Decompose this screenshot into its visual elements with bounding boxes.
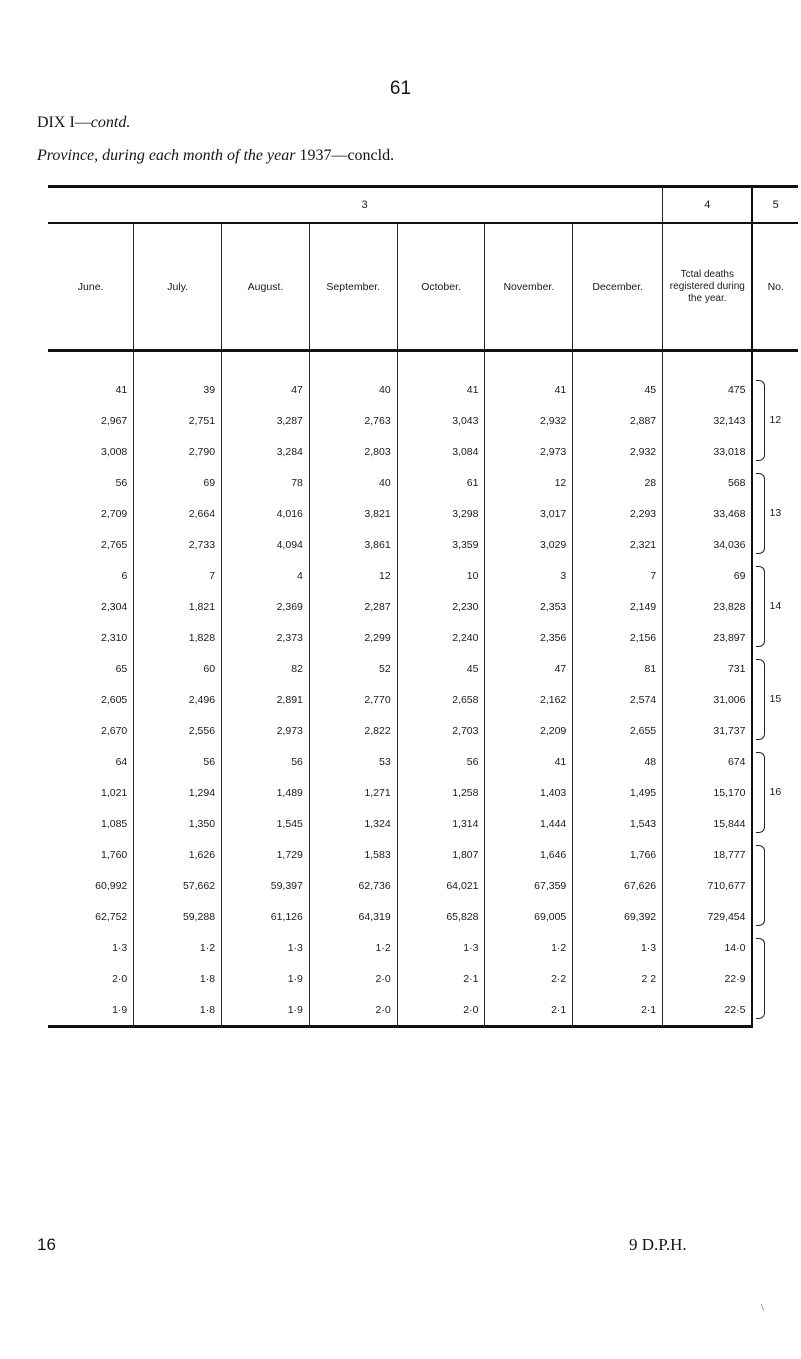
table-cell: 1,821 bbox=[134, 591, 222, 622]
table-cell: 2,709 bbox=[48, 498, 134, 529]
table-cell: 41 bbox=[48, 374, 134, 405]
table-cell: 475 bbox=[663, 374, 753, 405]
table-cell: 45 bbox=[573, 374, 663, 405]
table-cell: 81 bbox=[573, 653, 663, 684]
table-cell: 78 bbox=[222, 467, 310, 498]
table-cell: 2,156 bbox=[573, 622, 663, 653]
table-cell: 2,751 bbox=[134, 405, 222, 436]
table-cell: 3,284 bbox=[222, 436, 310, 467]
header-december: December. bbox=[573, 223, 663, 351]
table-cell: 731 bbox=[663, 653, 753, 684]
table-cell: 2,763 bbox=[309, 405, 397, 436]
table-cell: 710,677 bbox=[663, 870, 753, 901]
table-cell: 2,496 bbox=[134, 684, 222, 715]
table-cell: 4 bbox=[222, 560, 310, 591]
table-cell: 48 bbox=[573, 746, 663, 777]
table-cell: 64,021 bbox=[397, 870, 485, 901]
spacer-cell bbox=[663, 351, 753, 375]
table-cell: 2,299 bbox=[309, 622, 397, 653]
table-cell: 10 bbox=[397, 560, 485, 591]
spacer-cell bbox=[397, 351, 485, 375]
header-july: July. bbox=[134, 223, 222, 351]
table-cell: 14·0 bbox=[663, 932, 753, 963]
spacer-cell bbox=[309, 351, 397, 375]
table-caption bbox=[37, 147, 394, 165]
table-cell: 59,397 bbox=[222, 870, 310, 901]
table-row bbox=[48, 560, 798, 591]
table-cell: 1·3 bbox=[573, 932, 663, 963]
stray-mark: \ bbox=[761, 1302, 765, 1314]
table-cell: 2,209 bbox=[485, 715, 573, 746]
table-cell: 40 bbox=[309, 467, 397, 498]
table-cell: 1,403 bbox=[485, 777, 573, 808]
row-group-number: 16 bbox=[769, 786, 782, 798]
spacer-cell bbox=[48, 351, 134, 375]
row-group-cell bbox=[752, 653, 798, 746]
table-cell: 1,495 bbox=[573, 777, 663, 808]
table-cell: 2,605 bbox=[48, 684, 134, 715]
table-cell: 2,973 bbox=[222, 715, 310, 746]
column-group-5: 5 bbox=[752, 187, 798, 224]
appendix-suffix: contd. bbox=[90, 114, 131, 131]
table-cell: 2·1 bbox=[573, 994, 663, 1027]
table-row bbox=[48, 591, 798, 622]
table-cell: 2,373 bbox=[222, 622, 310, 653]
table-cell: 1,760 bbox=[48, 839, 134, 870]
row-group-number: 14 bbox=[769, 600, 782, 612]
table-cell: 2,369 bbox=[222, 591, 310, 622]
row-group-number: 13 bbox=[769, 507, 782, 519]
table-row bbox=[48, 746, 798, 777]
table-cell: 41 bbox=[485, 374, 573, 405]
brace-mark bbox=[756, 380, 765, 461]
table-cell: 62,752 bbox=[48, 901, 134, 932]
table-cell: 18,777 bbox=[663, 839, 753, 870]
table-cell: 62,736 bbox=[309, 870, 397, 901]
table-cell: 2,321 bbox=[573, 529, 663, 560]
table-cell: 1,350 bbox=[134, 808, 222, 839]
table-cell: 7 bbox=[134, 560, 222, 591]
header-total-deaths: Tctal deaths registered during the year. bbox=[663, 223, 753, 351]
table-cell: 56 bbox=[222, 746, 310, 777]
table-cell: 6 bbox=[48, 560, 134, 591]
table-cell: 22·5 bbox=[663, 994, 753, 1027]
brace-mark bbox=[756, 938, 765, 1019]
table-cell: 60,992 bbox=[48, 870, 134, 901]
table-cell: 3,821 bbox=[309, 498, 397, 529]
table-cell: 1·9 bbox=[222, 963, 310, 994]
table-cell: 1,828 bbox=[134, 622, 222, 653]
table-cell: 3,861 bbox=[309, 529, 397, 560]
table-cell: 65 bbox=[48, 653, 134, 684]
table-cell: 39 bbox=[134, 374, 222, 405]
table-body bbox=[48, 351, 798, 1027]
table-cell: 3,298 bbox=[397, 498, 485, 529]
table-cell: 2,967 bbox=[48, 405, 134, 436]
appendix-prefix: DIX I— bbox=[37, 114, 91, 131]
table-cell: 1,626 bbox=[134, 839, 222, 870]
table-cell: 2,790 bbox=[134, 436, 222, 467]
table-cell: 61 bbox=[397, 467, 485, 498]
table-cell: 56 bbox=[397, 746, 485, 777]
table-cell: 69,005 bbox=[485, 901, 573, 932]
table-cell: 2,703 bbox=[397, 715, 485, 746]
table-row bbox=[48, 994, 798, 1027]
row-group-cell bbox=[752, 374, 798, 467]
brace-mark bbox=[756, 845, 765, 926]
table-cell: 47 bbox=[222, 374, 310, 405]
table-cell: 69,392 bbox=[573, 901, 663, 932]
row-group-cell bbox=[752, 560, 798, 653]
table-cell: 82 bbox=[222, 653, 310, 684]
table-cell: 1,583 bbox=[309, 839, 397, 870]
brace-mark bbox=[756, 659, 765, 740]
table-cell: 12 bbox=[485, 467, 573, 498]
table-cell: 61,126 bbox=[222, 901, 310, 932]
table-cell: 1·2 bbox=[309, 932, 397, 963]
table-cell: 3,008 bbox=[48, 436, 134, 467]
spacer-cell bbox=[573, 351, 663, 375]
header-june: June. bbox=[48, 223, 134, 351]
table-row bbox=[48, 870, 798, 901]
table-cell: 1,545 bbox=[222, 808, 310, 839]
table-cell: 2,973 bbox=[485, 436, 573, 467]
table-cell: 31,006 bbox=[663, 684, 753, 715]
table-cell: 2,765 bbox=[48, 529, 134, 560]
table-cell: 40 bbox=[309, 374, 397, 405]
table-cell: 1,444 bbox=[485, 808, 573, 839]
footer-right: 9 D.P.H. bbox=[629, 1235, 687, 1254]
table-cell: 3,359 bbox=[397, 529, 485, 560]
table-cell: 64,319 bbox=[309, 901, 397, 932]
table-cell: 2·0 bbox=[309, 963, 397, 994]
spacer-cell bbox=[222, 351, 310, 375]
row-group-cell bbox=[752, 467, 798, 560]
spacer-cell bbox=[134, 351, 222, 375]
spacer-cell bbox=[752, 351, 798, 375]
table-cell: 2,230 bbox=[397, 591, 485, 622]
table-cell: 1,807 bbox=[397, 839, 485, 870]
table-cell: 2,304 bbox=[48, 591, 134, 622]
table-cell: 60 bbox=[134, 653, 222, 684]
row-group-number: 15 bbox=[769, 693, 782, 705]
column-group-3: 3 bbox=[48, 187, 663, 224]
page-number: 61 bbox=[389, 78, 412, 99]
table-cell: 1,489 bbox=[222, 777, 310, 808]
table-cell: 1,324 bbox=[309, 808, 397, 839]
footer-left: 16 bbox=[37, 1235, 56, 1254]
table-cell: 3,043 bbox=[397, 405, 485, 436]
table-row bbox=[48, 932, 798, 963]
table-row bbox=[48, 963, 798, 994]
table-cell: 2·1 bbox=[485, 994, 573, 1027]
brace-mark bbox=[756, 566, 765, 647]
table-cell: 2,658 bbox=[397, 684, 485, 715]
table-cell: 2,887 bbox=[573, 405, 663, 436]
table-cell: 2,670 bbox=[48, 715, 134, 746]
spacer-row bbox=[48, 351, 798, 375]
table-cell: 3 bbox=[485, 560, 573, 591]
table-cell: 2,310 bbox=[48, 622, 134, 653]
table-cell: 2,574 bbox=[573, 684, 663, 715]
table-cell: 1,729 bbox=[222, 839, 310, 870]
table-cell: 67,359 bbox=[485, 870, 573, 901]
table-cell: 1·2 bbox=[134, 932, 222, 963]
table-cell: 7 bbox=[573, 560, 663, 591]
brace-mark bbox=[756, 752, 765, 833]
table-cell: 2,149 bbox=[573, 591, 663, 622]
table-cell: 568 bbox=[663, 467, 753, 498]
table-cell: 45 bbox=[397, 653, 485, 684]
column-group-row bbox=[48, 187, 798, 224]
table-row bbox=[48, 777, 798, 808]
table-cell: 2,932 bbox=[573, 436, 663, 467]
caption-year: 1937—concld. bbox=[295, 147, 395, 164]
table-cell: 3,287 bbox=[222, 405, 310, 436]
table-cell: 2,803 bbox=[309, 436, 397, 467]
table-cell: 2·1 bbox=[397, 963, 485, 994]
monthly-deaths-table bbox=[48, 185, 798, 1028]
table-row bbox=[48, 653, 798, 684]
table-cell: 2,891 bbox=[222, 684, 310, 715]
table-cell: 2,293 bbox=[573, 498, 663, 529]
table-cell: 34,036 bbox=[663, 529, 753, 560]
table-cell: 1,314 bbox=[397, 808, 485, 839]
table-row bbox=[48, 839, 798, 870]
table-cell: 56 bbox=[48, 467, 134, 498]
table-cell: 15,844 bbox=[663, 808, 753, 839]
table-cell: 2,822 bbox=[309, 715, 397, 746]
table-cell: 41 bbox=[485, 746, 573, 777]
table-row bbox=[48, 529, 798, 560]
table-cell: 1,085 bbox=[48, 808, 134, 839]
table-cell: 729,454 bbox=[663, 901, 753, 932]
table-cell: 69 bbox=[663, 560, 753, 591]
table-cell: 2·0 bbox=[48, 963, 134, 994]
table-cell: 64 bbox=[48, 746, 134, 777]
table-cell: 1,271 bbox=[309, 777, 397, 808]
table-cell: 674 bbox=[663, 746, 753, 777]
table-cell: 22·9 bbox=[663, 963, 753, 994]
table-cell: 2,733 bbox=[134, 529, 222, 560]
table-cell: 52 bbox=[309, 653, 397, 684]
table-cell: 1·8 bbox=[134, 994, 222, 1027]
table-cell: 1·3 bbox=[397, 932, 485, 963]
table-cell: 2·2 bbox=[485, 963, 573, 994]
table-cell: 3,084 bbox=[397, 436, 485, 467]
table-cell: 56 bbox=[134, 746, 222, 777]
table-cell: 32,143 bbox=[663, 405, 753, 436]
table-cell: 2·0 bbox=[397, 994, 485, 1027]
table-cell: 1·8 bbox=[134, 963, 222, 994]
column-group-4: 4 bbox=[663, 187, 753, 224]
row-group-cell bbox=[752, 746, 798, 839]
table-cell: 31,737 bbox=[663, 715, 753, 746]
table-row bbox=[48, 405, 798, 436]
table-row bbox=[48, 808, 798, 839]
table-cell: 1,646 bbox=[485, 839, 573, 870]
table-cell: 2,932 bbox=[485, 405, 573, 436]
table-cell: 2,240 bbox=[397, 622, 485, 653]
table-cell: 4,016 bbox=[222, 498, 310, 529]
table-cell: 3,029 bbox=[485, 529, 573, 560]
header-no: No. bbox=[752, 223, 798, 351]
table-cell: 23,897 bbox=[663, 622, 753, 653]
table-cell: 4,094 bbox=[222, 529, 310, 560]
table-cell: 12 bbox=[309, 560, 397, 591]
header-august: August. bbox=[222, 223, 310, 351]
table-cell: 2,356 bbox=[485, 622, 573, 653]
table-cell: 3,017 bbox=[485, 498, 573, 529]
table-cell: 15,170 bbox=[663, 777, 753, 808]
table-cell: 1,766 bbox=[573, 839, 663, 870]
table-row bbox=[48, 374, 798, 405]
caption-italic: Province, during each month of the year bbox=[37, 147, 296, 164]
table-cell: 1·3 bbox=[48, 932, 134, 963]
table-cell: 2,162 bbox=[485, 684, 573, 715]
table-cell: 41 bbox=[397, 374, 485, 405]
table-row bbox=[48, 715, 798, 746]
table-cell: 1·9 bbox=[222, 994, 310, 1027]
row-group-cell bbox=[752, 839, 798, 932]
table-cell: 1·3 bbox=[222, 932, 310, 963]
spacer-cell bbox=[485, 351, 573, 375]
table-cell: 2,287 bbox=[309, 591, 397, 622]
header-row bbox=[48, 223, 798, 351]
table-cell: 53 bbox=[309, 746, 397, 777]
table-row bbox=[48, 467, 798, 498]
header-november: November. bbox=[485, 223, 573, 351]
table-cell: 2,770 bbox=[309, 684, 397, 715]
table-cell: 1,294 bbox=[134, 777, 222, 808]
header-september: September. bbox=[309, 223, 397, 351]
table-cell: 57,662 bbox=[134, 870, 222, 901]
table-row bbox=[48, 436, 798, 467]
table-cell: 1,258 bbox=[397, 777, 485, 808]
table-row bbox=[48, 684, 798, 715]
table-cell: 2,655 bbox=[573, 715, 663, 746]
table-cell: 33,468 bbox=[663, 498, 753, 529]
table-row bbox=[48, 622, 798, 653]
table-cell: 2·0 bbox=[309, 994, 397, 1027]
row-group-number: 12 bbox=[769, 414, 782, 426]
table-cell: 2,556 bbox=[134, 715, 222, 746]
table-row bbox=[48, 901, 798, 932]
table-cell: 2,664 bbox=[134, 498, 222, 529]
table-row bbox=[48, 498, 798, 529]
table-cell: 47 bbox=[485, 653, 573, 684]
table-cell: 69 bbox=[134, 467, 222, 498]
table-cell: 1,021 bbox=[48, 777, 134, 808]
table-cell: 28 bbox=[573, 467, 663, 498]
table-cell: 1·2 bbox=[485, 932, 573, 963]
table-cell: 1,543 bbox=[573, 808, 663, 839]
table-cell: 2 2 bbox=[573, 963, 663, 994]
table-cell: 23,828 bbox=[663, 591, 753, 622]
brace-mark bbox=[756, 473, 765, 554]
appendix-label bbox=[37, 114, 130, 132]
header-october: October. bbox=[397, 223, 485, 351]
table-cell: 33,018 bbox=[663, 436, 753, 467]
table-cell: 1·9 bbox=[48, 994, 134, 1027]
row-group-cell bbox=[752, 932, 798, 1027]
table-cell: 2,353 bbox=[485, 591, 573, 622]
table-cell: 59,288 bbox=[134, 901, 222, 932]
table-cell: 67,626 bbox=[573, 870, 663, 901]
table-cell: 65,828 bbox=[397, 901, 485, 932]
